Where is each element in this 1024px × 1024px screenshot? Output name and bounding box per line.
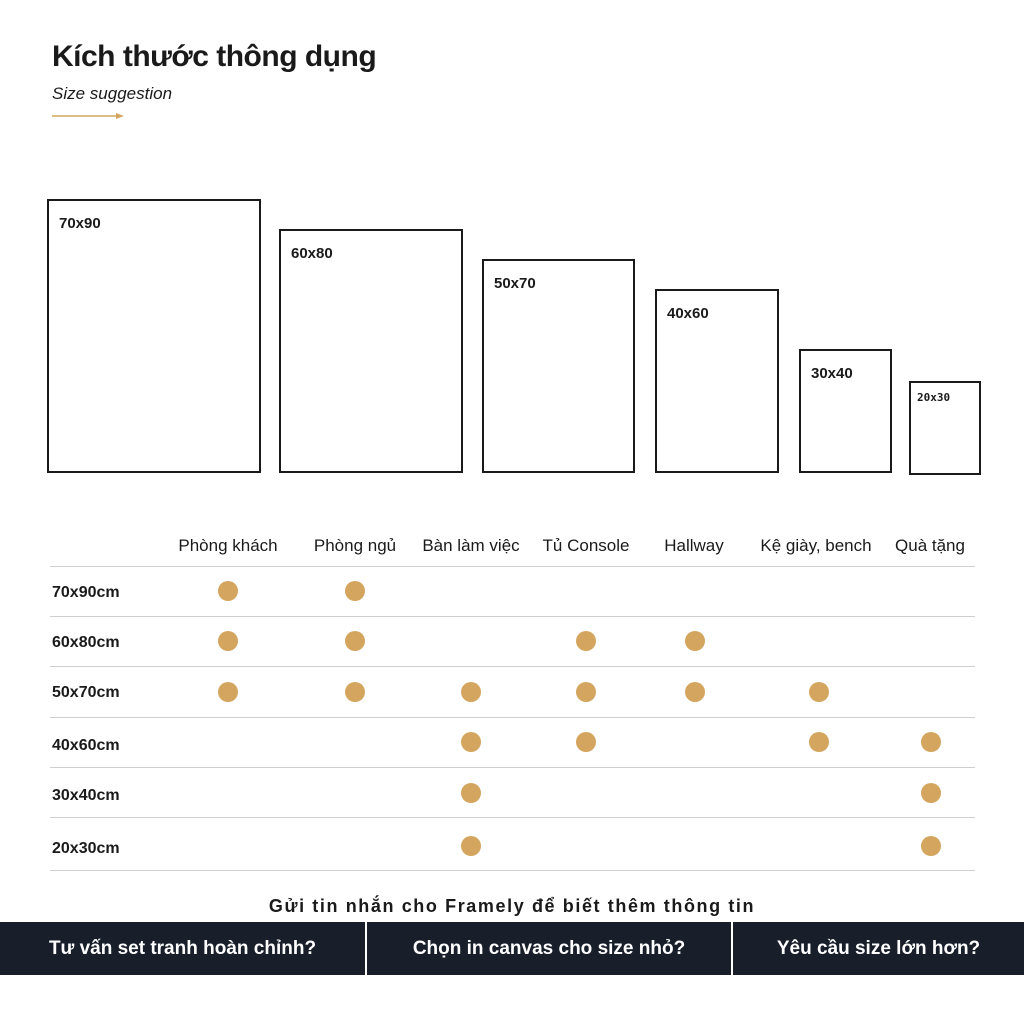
frame-60x80: [279, 229, 463, 473]
availability-dot: [218, 581, 238, 601]
availability-dot: [218, 631, 238, 651]
availability-dot: [921, 732, 941, 752]
column-header: Phòng ngủ: [313, 536, 397, 555]
row-label: 50x70cm: [52, 684, 120, 701]
availability-dot: [921, 783, 941, 803]
column-header: Quà tặng: [895, 536, 965, 555]
frame-20x30: [909, 381, 981, 475]
column-header: Tủ Console: [542, 536, 630, 555]
availability-dot: [576, 631, 596, 651]
availability-dot: [345, 682, 365, 702]
column-header: Bàn làm việc: [422, 536, 520, 555]
availability-dot: [345, 631, 365, 651]
availability-dot: [576, 682, 596, 702]
consult-set-button[interactable]: Tư vấn set tranh hoàn chỉnh?: [0, 922, 365, 975]
larger-size-button[interactable]: Yêu cầu size lớn hơn?: [733, 922, 1024, 975]
contact-prompt: Gửi tin nhắn cho Framely để biết thêm thông tin: [268, 896, 756, 916]
frame-30x40: [799, 349, 892, 473]
row-label: 70x90cm: [52, 584, 120, 601]
page-subtitle: Size suggestion: [52, 84, 173, 103]
availability-dot: [921, 836, 941, 856]
availability-dot: [576, 732, 596, 752]
accent-arrow-icon: [52, 112, 124, 120]
availability-dot: [461, 682, 481, 702]
availability-dot: [809, 682, 829, 702]
availability-dot: [345, 581, 365, 601]
row-divider: [50, 616, 975, 617]
availability-dot: [461, 836, 481, 856]
row-label: 40x60cm: [52, 737, 120, 754]
frame-label: 40x60: [667, 305, 709, 322]
availability-dot: [685, 631, 705, 651]
frame-label: 60x80: [291, 245, 333, 262]
row-label: 30x40cm: [52, 787, 120, 804]
row-divider: [50, 870, 975, 871]
canvas-small-button[interactable]: Chọn in canvas cho size nhỏ?: [367, 922, 731, 975]
availability-dot: [218, 682, 238, 702]
availability-dot: [461, 783, 481, 803]
frame-40x60: [655, 289, 779, 473]
frame-50x70: [482, 259, 635, 473]
column-header: Kệ giày, bench: [760, 536, 872, 555]
frame-70x90: [47, 199, 261, 473]
column-header: Hallway: [664, 536, 724, 555]
availability-dot: [685, 682, 705, 702]
availability-dot: [809, 732, 829, 752]
row-divider: [50, 566, 975, 567]
availability-dot: [461, 732, 481, 752]
row-label: 20x30cm: [52, 840, 120, 857]
row-divider: [50, 817, 975, 818]
row-divider: [50, 767, 975, 768]
page-title: Kích thước thông dụng: [52, 40, 377, 73]
frame-label: 20x30: [917, 391, 951, 404]
row-divider: [50, 666, 975, 667]
frame-label: 50x70: [494, 275, 536, 292]
frame-label: 30x40: [811, 365, 853, 382]
column-header: Phòng khách: [178, 536, 278, 555]
row-divider: [50, 717, 975, 718]
frame-label: 70x90: [59, 215, 101, 232]
row-label: 60x80cm: [52, 634, 120, 651]
